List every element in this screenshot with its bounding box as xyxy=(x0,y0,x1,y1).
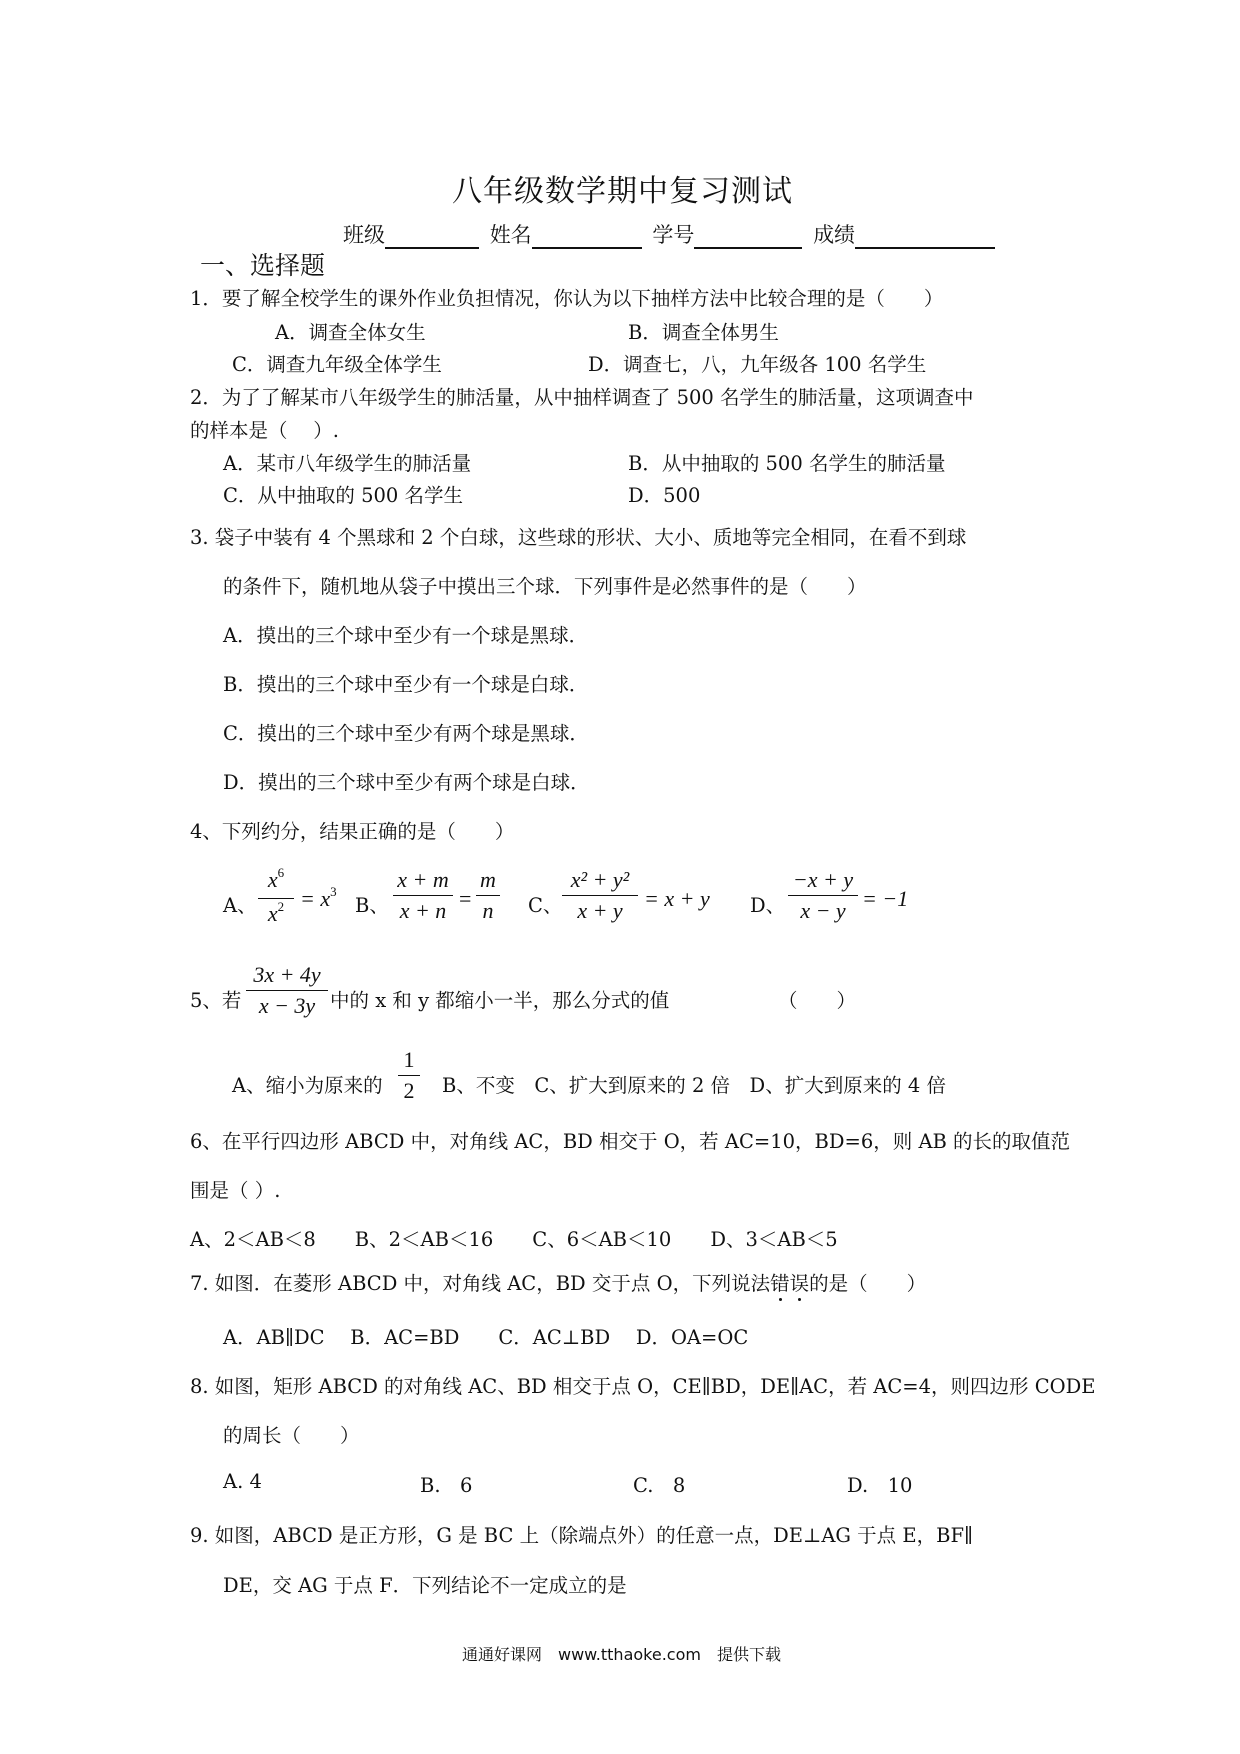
q6-stem-line1: 6、在平行四边形 ABCD 中，对角线 AC，BD 相交于 O，若 AC=10，BD=6，则 AB 的长的取值范 xyxy=(190,1130,1071,1153)
q5-fraction xyxy=(246,961,328,1020)
q7-emphasis-2: 误 xyxy=(789,1272,810,1295)
q2-stem-line1: 2．为了了解某市八年级学生的肺活量，从中抽样调查了 500 名学生的肺活量，这项调查中 xyxy=(190,386,974,409)
q4-a-rhs: = x xyxy=(300,886,331,911)
q4-label-c: C、 xyxy=(528,894,563,917)
q4-d-denominator: x − y xyxy=(800,898,846,923)
q3-stem-line1: 3. 袋子中装有 4 个黑球和 2 个白球，这些球的形状、大小、质地等完全相同，在看不到球 xyxy=(190,526,967,549)
student-info-row xyxy=(343,219,999,249)
q4-a-fraction xyxy=(258,866,294,931)
q4-b-equals: = xyxy=(459,886,472,911)
page-footer: 通通好课网 www.tthaoke.com 提供下载 xyxy=(462,1645,781,1664)
q3-option-c: C．摸出的三个球中至少有两个球是黑球． xyxy=(223,722,589,745)
q1-option-d: D．调查七，八，九年级各 100 名学生 xyxy=(588,353,927,376)
q4-c-denominator: x + y xyxy=(577,898,623,923)
q4-d-result: = −1 xyxy=(862,886,909,911)
q5-half-denominator: 2 xyxy=(403,1078,415,1103)
q2-option-d: D．500 xyxy=(628,484,701,507)
q9-stem-line2: DE，交 AG 于点 F．下列结论不一定成立的是 xyxy=(223,1574,627,1597)
q1-stem: 1．要了解全校学生的课外作业负担情况，你认为以下抽样方法中比较合理的是（ ） xyxy=(190,287,944,310)
q5-prefix: 5、若 xyxy=(190,989,242,1012)
q8-option-c: C. 8 xyxy=(633,1474,686,1497)
q4-d-numerator: −x + y xyxy=(792,867,854,892)
q4-a-den-exponent: 2 xyxy=(277,899,285,914)
q2-option-b: B．从中抽取的 500 名学生的肺活量 xyxy=(628,452,946,475)
q4-a-result xyxy=(300,886,337,912)
score-label: 成绩 xyxy=(813,223,856,247)
q5-stem: 中的 x 和 y 都缩小一半，那么分式的值 xyxy=(330,989,670,1012)
q5-denominator: x − 3y xyxy=(258,993,316,1018)
q4-b-denominator-rhs: n xyxy=(482,898,494,923)
q5-answer-paren: （ ） xyxy=(778,989,857,1012)
q4-c-numerator: x² + y² xyxy=(570,867,630,892)
q7-emphasis-1: 错 xyxy=(770,1272,790,1295)
q4-stem: 4、下列约分，结果正确的是（ ） xyxy=(190,820,515,843)
class-label: 班级 xyxy=(343,223,385,247)
q4-c-fraction xyxy=(562,866,638,925)
q4-a-numerator: x xyxy=(267,867,278,892)
q4-a-rhs-exponent: 3 xyxy=(330,884,337,899)
q5-half-numerator: 1 xyxy=(403,1047,415,1072)
q4-b-fraction xyxy=(393,866,453,925)
number-field[interactable] xyxy=(694,226,802,249)
class-field[interactable] xyxy=(385,226,479,249)
q6-stem-line2: 围是（ ）. xyxy=(190,1179,281,1202)
q4-d-fraction xyxy=(788,866,858,925)
q3-option-d: D．摸出的三个球中至少有两个球是白球． xyxy=(223,771,590,794)
q3-option-a: A．摸出的三个球中至少有一个球是黑球． xyxy=(223,624,589,647)
q7-stem-post: 的是（ ） xyxy=(809,1272,927,1295)
q5-numerator: 3x + 4y xyxy=(253,962,321,987)
q4-b-numerator-rhs: m xyxy=(480,867,496,892)
q6-options: A、2＜AB＜8 B、2＜AB＜16 C、6＜AB＜10 D、3＜AB＜5 xyxy=(190,1228,838,1251)
q2-stem-line2: 的样本是（ ）. xyxy=(190,419,339,442)
q1-option-b: B．调查全体男生 xyxy=(628,321,779,344)
q4-b-numerator: x + m xyxy=(397,867,449,892)
q7-stem-pre: 7. 如图．在菱形 ABCD 中，对角线 AC，BD 交于点 O，下列说法 xyxy=(190,1272,771,1295)
q3-option-b: B．摸出的三个球中至少有一个球是白球． xyxy=(223,673,589,696)
name-field[interactable] xyxy=(532,226,642,249)
page-title: 八年级数学期中复习测试 xyxy=(452,174,793,209)
q4-c-result: = x + y xyxy=(644,886,710,911)
q3-stem-line2: 的条件下，随机地从袋子中摸出三个球．下列事件是必然事件的是（ ） xyxy=(223,575,867,598)
score-field[interactable] xyxy=(855,226,995,249)
q4-label-b: B、 xyxy=(355,894,389,917)
q5-option-a: A、缩小为原来的 xyxy=(232,1074,383,1097)
q4-b-fraction-rhs xyxy=(476,866,500,925)
q4-b-denominator: x + n xyxy=(399,898,447,923)
name-label: 姓名 xyxy=(489,223,532,247)
q1-option-c: C．调查九年级全体学生 xyxy=(232,353,442,376)
q5-half-fraction xyxy=(398,1046,420,1105)
q4-label-d: D、 xyxy=(750,894,786,917)
q7-options: A．AB∥DC B．AC=BD C．AC⊥BD D．OA=OC xyxy=(223,1326,749,1349)
q2-option-c: C．从中抽取的 500 名学生 xyxy=(223,484,464,507)
q2-option-a: A．某市八年级学生的肺活量 xyxy=(223,452,472,475)
q8-stem-line2: 的周长（ ） xyxy=(223,1424,360,1447)
q1-option-a: A．调查全体女生 xyxy=(275,321,426,344)
q4-a-num-exponent: 6 xyxy=(277,865,285,880)
q7-stem xyxy=(190,1268,926,1296)
q8-stem-line1: 8. 如图，矩形 ABCD 的对角线 AC、BD 相交于点 O，CE∥BD，DE∥AC，若 AC=4，则四边形 CODE xyxy=(190,1375,1096,1398)
section-heading: 一、选择题 xyxy=(200,251,326,280)
q8-option-a: A. 4 xyxy=(223,1470,262,1493)
number-label: 学号 xyxy=(652,223,695,247)
q4-a-denominator: x xyxy=(267,901,278,926)
q4-label-a: A、 xyxy=(223,894,257,917)
q8-option-b: B. 6 xyxy=(420,1474,473,1497)
q8-option-d: D. 10 xyxy=(847,1474,913,1497)
q9-stem-line1: 9. 如图，ABCD 是正方形，G 是 BC 上（除端点外）的任意一点，DE⊥AG 于点 E，BF∥ xyxy=(190,1524,973,1547)
q5-options-rest: B、不变 C、扩大到原来的 2 倍 D、扩大到原来的 4 倍 xyxy=(442,1074,946,1097)
